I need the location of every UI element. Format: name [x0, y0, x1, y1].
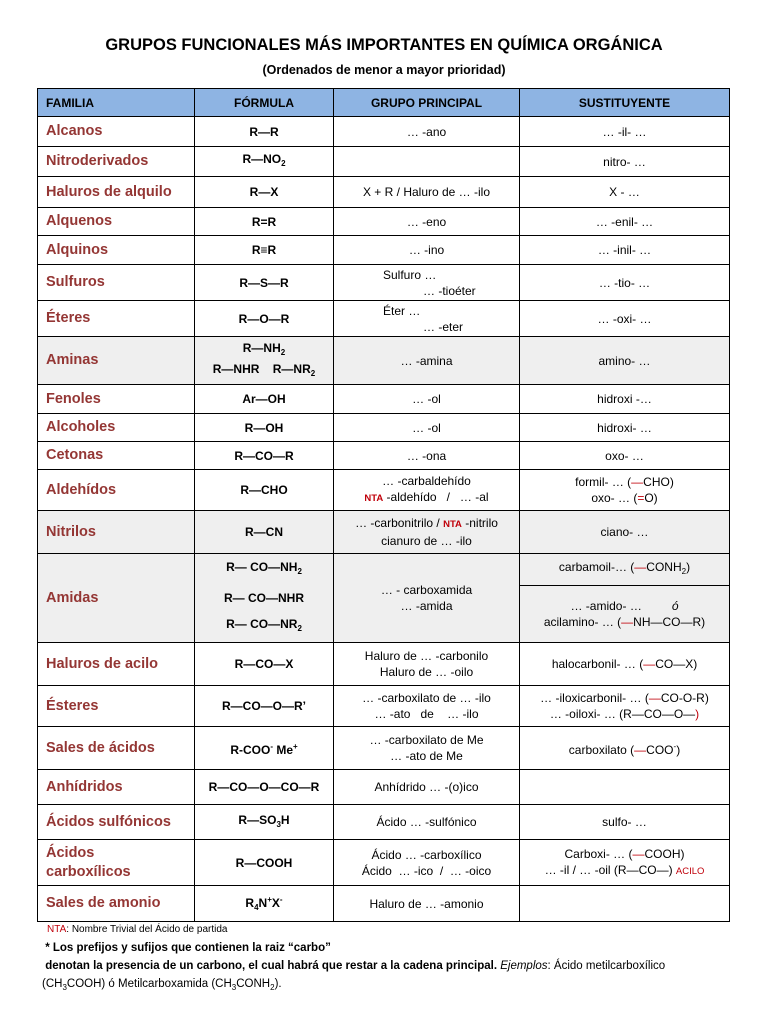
footnote-nta: [47, 921, 727, 939]
grupo-line-2: cianuro de … -ilo: [381, 534, 472, 548]
sust-text: … -amido- …: [570, 599, 642, 614]
sust-text: acilamino- … (: [543, 615, 622, 630]
bond-red: —: [632, 846, 645, 861]
grupo-line-2: Haluro de … -oilo: [379, 665, 474, 679]
familia-cell: Éteres: [38, 301, 195, 337]
familia-cell: Sales de ácidos: [38, 727, 195, 770]
sust-text: CO-O-R): [660, 691, 709, 705]
sust-text: … -oiloxi- … (R—CO—O—: [549, 707, 696, 721]
grupo-cell: … -ano: [334, 117, 520, 147]
grupo-text: -aldehído / … -al: [383, 490, 489, 504]
sust-cell: … -inil- …: [520, 236, 730, 265]
grupo-cell: [334, 511, 520, 554]
grupo-cell: [334, 686, 520, 727]
sust-cell: … -tio- …: [520, 265, 730, 301]
formula-line-2: R— CO—NHR: [224, 591, 304, 605]
bond-red: ): [695, 707, 700, 721]
row-sulfuros: [38, 265, 730, 301]
formula-sub: 2: [297, 624, 302, 633]
familia-cell: Haluros de acilo: [38, 643, 195, 686]
header-sustituyente: SUSTITUYENTE: [520, 89, 730, 117]
sust-cell: X - …: [520, 177, 730, 208]
familia-line-2: carboxílicos: [46, 863, 131, 880]
sust-line-1: [523, 690, 726, 706]
formula-text: R— CO—NH: [226, 560, 298, 574]
functional-groups-table: [37, 88, 730, 922]
sust-line-1: [523, 598, 726, 614]
formula-text: R— CO—NR: [226, 617, 298, 631]
sust-text: ó: [671, 599, 679, 614]
formula-cell: R≡R: [195, 236, 334, 265]
formula-sup: -: [279, 894, 283, 904]
sust-text: formil- … (: [575, 475, 632, 489]
row-haluros-acilo: [38, 643, 730, 686]
sust-text: ): [676, 742, 681, 757]
formula-cell: R=R: [195, 208, 334, 236]
formula-text: R-COO: [230, 742, 271, 757]
footnote-sub: 2: [270, 983, 275, 992]
row-cetonas: [38, 442, 730, 470]
footnote-text: : Ácido metilcarboxílico (CH: [42, 960, 666, 990]
bond-red: —: [621, 615, 634, 630]
familia-cell: Alcoholes: [38, 414, 195, 442]
sust-cell: nitro- …: [520, 147, 730, 177]
row-alquenos: [38, 208, 730, 236]
page-subtitle: (Ordenados de menor a mayor prioridad): [262, 63, 506, 77]
sust-text: carboxilato (: [568, 742, 635, 757]
formula-text: Me: [272, 742, 293, 757]
footnotes: [42, 921, 727, 997]
familia-cell: Anhídridos: [38, 770, 195, 805]
grupo-line-2: [337, 489, 516, 507]
formula-sub: 2: [310, 368, 316, 378]
sust-text: CO—X): [655, 657, 698, 671]
row-alquinos: [38, 236, 730, 265]
formula-cell: [195, 805, 334, 840]
familia-cell: Aldehídos: [38, 470, 195, 511]
grupo-cell: Haluro de … -amonio: [334, 886, 520, 922]
row-amidas: [38, 554, 730, 586]
bond-red: —: [648, 691, 661, 705]
footnote-text: * Los prefijos y sufijos que contienen la raiz: [42, 942, 289, 954]
grupo-line-1: Haluro de … -carbonilo: [364, 649, 489, 663]
sust-text: halocarbonil- … (: [551, 657, 644, 671]
grupo-line-2: … -ato de … -ilo: [374, 707, 479, 721]
footnote-text: COOH) ó Metilcarboxamida (CH: [66, 978, 232, 990]
grupo-line-1: … -carbaldehído: [382, 474, 471, 488]
formula-cell: R—COOH: [195, 840, 334, 886]
acilo-tag: ACILO: [675, 865, 705, 877]
row-aminas: [38, 337, 730, 385]
sust-line-2: [523, 706, 726, 722]
sust-cell: oxo- …: [520, 442, 730, 470]
footnote-sub: 3: [231, 983, 237, 992]
familia-cell: Ácidos sulfónicos: [38, 805, 195, 840]
sust-line-2: [523, 490, 726, 506]
sust-cell: [520, 727, 730, 770]
familia-cell: Sulfuros: [38, 265, 195, 301]
sust-text: Carboxi- … (: [564, 846, 633, 861]
grupo-cell: [334, 470, 520, 511]
sust-cell: [520, 470, 730, 511]
sust-text: … -il / … -oil (R—CO—): [544, 862, 676, 877]
row-nitro: [38, 147, 730, 177]
sust-text: CHO): [643, 475, 674, 489]
formula-line-3: [198, 611, 330, 642]
sust-cell: [520, 686, 730, 727]
sust-cell: [520, 554, 730, 586]
grupo-cell: … -ol: [334, 385, 520, 414]
formula-cell: R—O—R: [195, 301, 334, 337]
formula-line-2: [198, 361, 330, 382]
formula-sub: 4: [254, 902, 259, 912]
footnote-text: : Nombre Trivial del Ácido de partida: [66, 924, 228, 935]
bond-red: —: [634, 742, 647, 757]
sust-cell: hidroxi- …: [520, 414, 730, 442]
sust-cell: [520, 840, 730, 886]
sust-text: CONH: [646, 560, 682, 575]
formula-cell: R—CHO: [195, 470, 334, 511]
formula-sup: -: [270, 741, 273, 751]
grupo-cell: … -ol: [334, 414, 520, 442]
row-nitrilos: [38, 511, 730, 554]
formula-text: X: [271, 895, 280, 910]
sust-text: … -iloxicarbonil- … (: [540, 691, 649, 705]
footnote-text: Ejemplos: [500, 960, 548, 972]
formula-sup: +: [293, 741, 298, 751]
header-row: [38, 89, 730, 117]
sust-cell: sulfo- …: [520, 805, 730, 840]
row-anhidridos: [38, 770, 730, 805]
grupo-cell: [334, 840, 520, 886]
sust-text: ): [686, 560, 691, 575]
formula-cell: [195, 727, 334, 770]
formula-cell: Ar—OH: [195, 385, 334, 414]
formula-text: R—SO: [238, 812, 277, 827]
row-eteres: [38, 301, 730, 337]
formula-cell: R—CO—O—R’: [195, 686, 334, 727]
sust-cell: [520, 643, 730, 686]
grupo-line-2: … -ato de Me: [390, 749, 463, 763]
sust-line-2: [523, 862, 726, 880]
formula-text: R—NHR R—NR: [212, 361, 311, 376]
row-esteres: [38, 686, 730, 727]
sust-line-1: [523, 846, 726, 862]
sust-cell: ciano- …: [520, 511, 730, 554]
footnote-text: CONH: [236, 978, 271, 990]
formula-text: R—NH: [242, 340, 281, 355]
formula-text: R—NO: [242, 152, 282, 166]
familia-cell: Alquenos: [38, 208, 195, 236]
grupo-cell: [334, 643, 520, 686]
grupo-line-2: … -eter: [423, 319, 464, 334]
formula-cell: R—CO—X: [195, 643, 334, 686]
formula-text: H: [280, 812, 290, 827]
formula-sup: +: [267, 894, 272, 904]
formula-cell: R—R: [195, 117, 334, 147]
familia-cell: Sales de amonio: [38, 886, 195, 922]
nta-tag: NTA: [443, 519, 462, 530]
grupo-cell: … -ona: [334, 442, 520, 470]
formula-cell: [195, 554, 334, 643]
familia-cell: Amidas: [38, 554, 195, 643]
bond-red: =: [637, 491, 645, 505]
grupo-cell: Anhídrido … -(o)ico: [334, 770, 520, 805]
formula-cell: R—CO—O—CO—R: [195, 770, 334, 805]
bond-red: —: [643, 657, 656, 671]
sust-sup: -: [673, 741, 677, 751]
grupo-line-2: … -amida: [400, 599, 453, 613]
footnote-text: ).: [274, 978, 282, 990]
grupo-cell: … -ino: [334, 236, 520, 265]
grupo-line-2: Ácido … -ico / … -oico: [361, 863, 492, 878]
sust-cell: hidroxi -…: [520, 385, 730, 414]
grupo-text: -nitrilo: [461, 516, 498, 530]
grupo-cell: [334, 727, 520, 770]
grupo-line-1: … -carboxilato de … -ilo: [362, 691, 491, 705]
grupo-cell: X + R / Haluro de … -ilo: [334, 177, 520, 208]
grupo-text: … -carbonitrilo /: [355, 516, 444, 530]
familia-line-1: Ácidos: [46, 844, 95, 861]
formula-text: R: [245, 895, 255, 910]
familia-cell: Ésteres: [38, 686, 195, 727]
footnote-carbo: [42, 939, 727, 997]
nta-tag: NTA: [364, 493, 384, 504]
sust-sub: 2: [681, 567, 687, 577]
formula-cell: [195, 147, 334, 177]
nta-tag: NTA: [47, 924, 67, 935]
formula-cell: R—X: [195, 177, 334, 208]
formula-sub: 2: [281, 159, 286, 168]
grupo-line-1: Sulfuro …: [383, 267, 437, 282]
sust-text: O): [644, 491, 658, 505]
grupo-line-1: … -carboxilato de Me: [369, 733, 484, 747]
grupo-cell: [334, 301, 520, 337]
footnote-text: denotan la presencia de un carbono, el cual habrá que restar a la cadena principal.: [42, 960, 501, 972]
sust-text: oxo- … (: [591, 491, 638, 505]
grupo-line-2: … -tioéter: [423, 283, 476, 298]
sust-line-2: [523, 614, 726, 630]
row-sulfonicos: [38, 805, 730, 840]
row-haluros-alquilo: [38, 177, 730, 208]
grupo-cell: [334, 265, 520, 301]
formula-line-1: [198, 340, 330, 361]
row-amonio: [38, 886, 730, 922]
formula-sub: 3: [276, 819, 281, 829]
row-aldehidos: [38, 470, 730, 511]
row-sales: [38, 727, 730, 770]
familia-cell: Haluros de alquilo: [38, 177, 195, 208]
bond-red: —: [634, 560, 647, 575]
row-carboxilicos: [38, 840, 730, 886]
footnote-text: “carbo”: [288, 942, 331, 954]
header-familia: FAMILIA: [38, 89, 195, 117]
formula-sub: 2: [297, 567, 302, 576]
sust-cell: [520, 586, 730, 643]
header-formula: FÓRMULA: [195, 89, 334, 117]
header-grupo: GRUPO PRINCIPAL: [334, 89, 520, 117]
page-title: GRUPOS FUNCIONALES MÁS IMPORTANTES EN QUÍMICA ORGÁNICA: [105, 36, 663, 54]
row-alcanos: [38, 117, 730, 147]
familia-cell: [38, 840, 195, 886]
grupo-line-1: Ácido … -carboxílico: [371, 847, 482, 862]
grupo-line-1: [337, 515, 516, 533]
grupo-cell: … -eno: [334, 208, 520, 236]
sust-text: COO: [646, 742, 674, 757]
grupo-line-1: Éter …: [383, 303, 421, 318]
familia-cell: Aminas: [38, 337, 195, 385]
formula-sub: 2: [280, 347, 286, 357]
familia-cell: Alquinos: [38, 236, 195, 265]
formula-cell: [195, 886, 334, 922]
row-alcoholes: [38, 414, 730, 442]
formula-cell: R—S—R: [195, 265, 334, 301]
familia-cell: Fenoles: [38, 385, 195, 414]
familia-cell: Alcanos: [38, 117, 195, 147]
sust-cell: [520, 770, 730, 805]
sust-text: carbamoil-… (: [558, 560, 635, 575]
sust-cell: [520, 886, 730, 922]
familia-cell: Nitrilos: [38, 511, 195, 554]
formula-cell: [195, 337, 334, 385]
formula-cell: R—OH: [195, 414, 334, 442]
sust-cell: … -il- …: [520, 117, 730, 147]
grupo-cell: [334, 554, 520, 643]
sust-text: NH—CO—R): [633, 615, 706, 630]
row-fenoles: [38, 385, 730, 414]
sust-cell: amino- …: [520, 337, 730, 385]
grupo-line-1: … - carboxamida: [380, 583, 473, 597]
bond-red: —: [631, 475, 644, 489]
grupo-cell: [334, 147, 520, 177]
familia-cell: Cetonas: [38, 442, 195, 470]
formula-cell: R—CO—R: [195, 442, 334, 470]
grupo-cell: Ácido … -sulfónico: [334, 805, 520, 840]
sust-text: COOH): [644, 846, 685, 861]
sust-cell: … -enil- …: [520, 208, 730, 236]
formula-text: N: [258, 895, 268, 910]
formula-line-1: [198, 554, 330, 585]
formula-cell: R—CN: [195, 511, 334, 554]
footnote-sub: 3: [62, 983, 67, 992]
sust-line-1: [523, 474, 726, 490]
familia-cell: Nitroderivados: [38, 147, 195, 177]
sust-cell: … -oxi- …: [520, 301, 730, 337]
grupo-cell: … -amina: [334, 337, 520, 385]
